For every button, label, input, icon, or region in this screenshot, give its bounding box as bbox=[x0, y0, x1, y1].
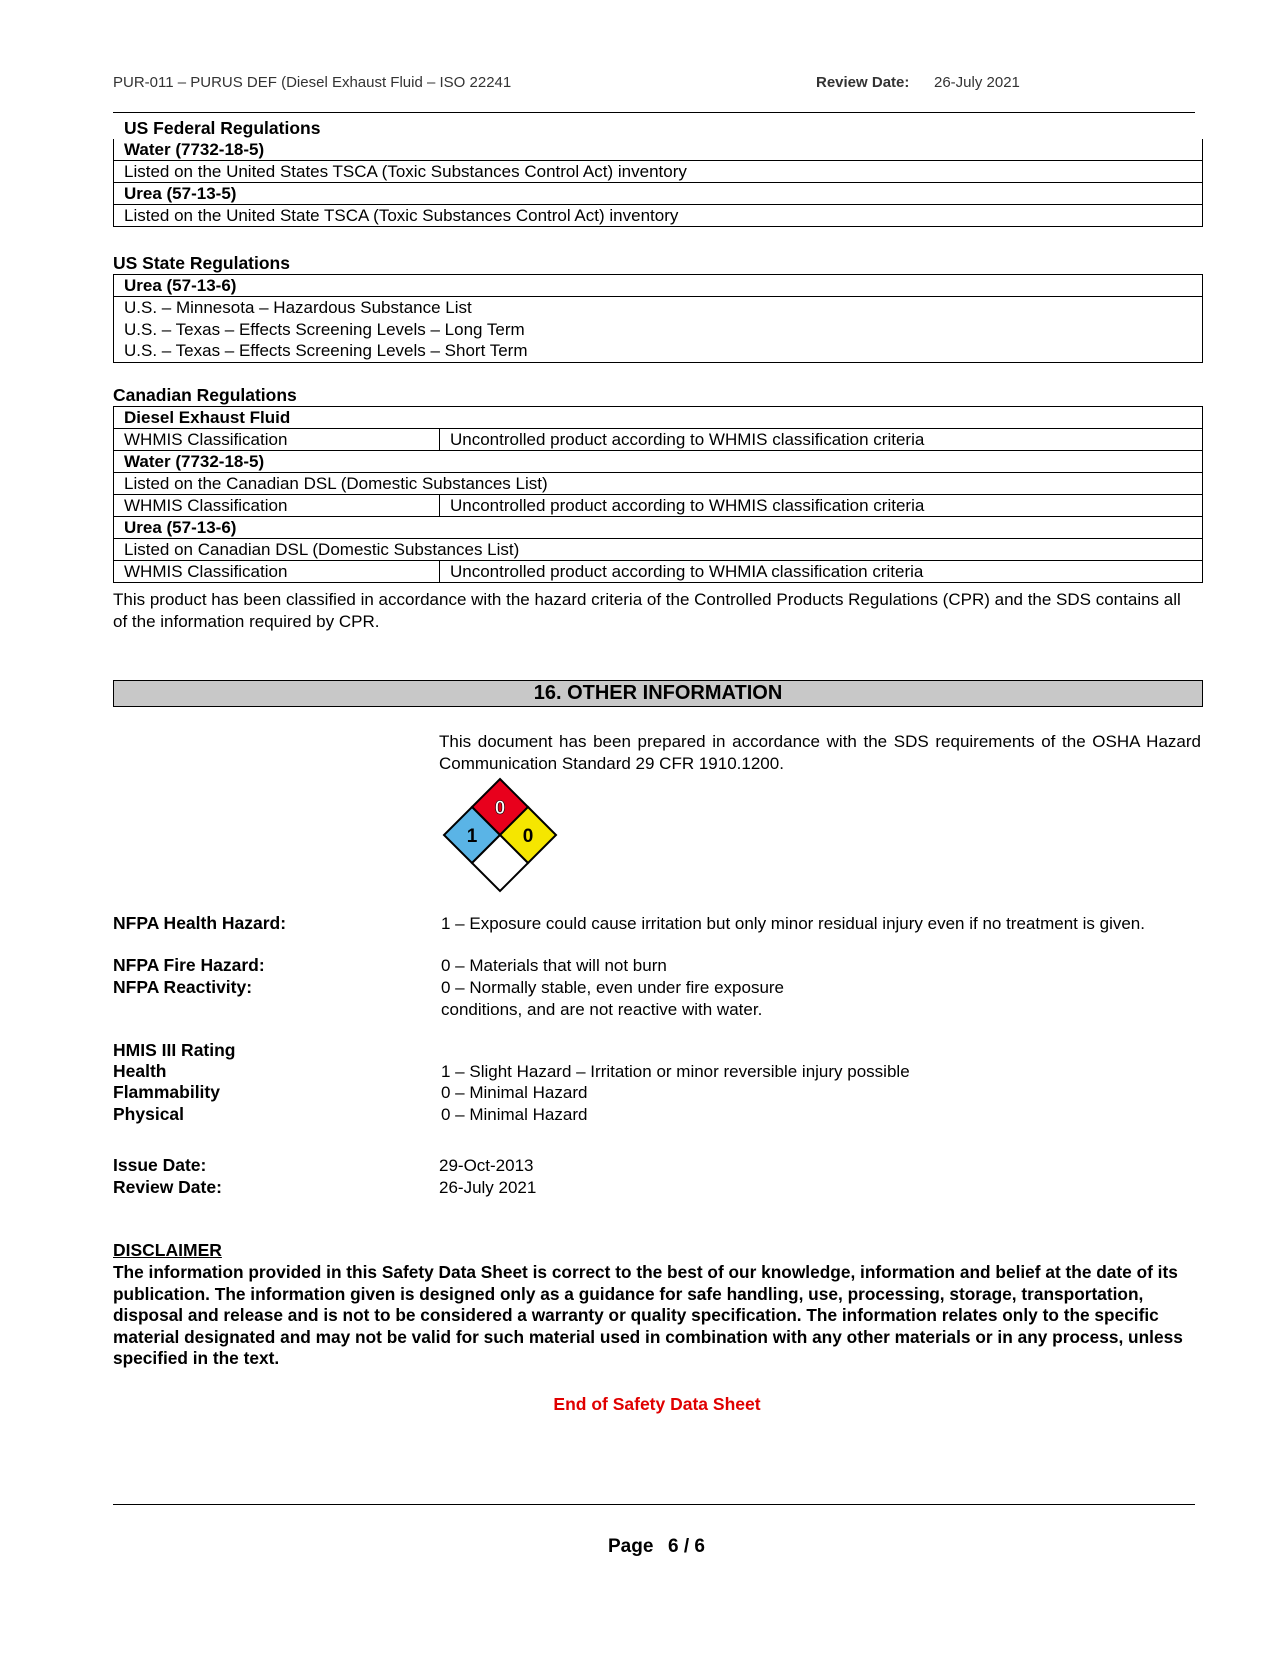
us-state-substance: Urea (57-13-6) bbox=[114, 275, 1203, 297]
hmis-title: HMIS III Rating bbox=[113, 1040, 236, 1060]
issue-date-value: 29-Oct-2013 bbox=[439, 1156, 534, 1175]
us-federal-listing: Listed on the United State TSCA (Toxic Substances Control Act) inventory bbox=[114, 205, 1203, 227]
table-row bbox=[114, 473, 1203, 495]
disclaimer-title: DISCLAIMER bbox=[113, 1240, 222, 1260]
hmis-health-label: Health bbox=[113, 1061, 167, 1081]
header-review-label: Review Date: bbox=[816, 74, 910, 91]
us-federal-substance: Water (7732-18-5) bbox=[114, 139, 1203, 161]
table-row bbox=[114, 539, 1203, 561]
whmis-label: WHMIS Classification bbox=[114, 561, 440, 583]
hmis-flammability-value: 0 – Minimal Hazard bbox=[441, 1083, 588, 1102]
nfpa-health-rating: 1 bbox=[466, 826, 478, 847]
canadian-listing: Listed on Canadian DSL (Domestic Substances List) bbox=[114, 539, 1203, 561]
us-state-table bbox=[113, 274, 1203, 363]
us-state-list bbox=[114, 297, 1203, 363]
end-of-sheet: End of Safety Data Sheet bbox=[553, 1394, 761, 1414]
table-row bbox=[114, 429, 1203, 451]
hmis-flammability-label: Flammability bbox=[113, 1082, 220, 1102]
canadian-substance: Water (7732-18-5) bbox=[114, 451, 1203, 473]
table-row bbox=[114, 275, 1203, 297]
whmis-value: Uncontrolled product according to WHMIS classification criteria bbox=[440, 495, 1203, 517]
nfpa-reactivity-label: NFPA Reactivity: bbox=[113, 977, 253, 997]
nfpa-diamond bbox=[438, 775, 562, 899]
table-row bbox=[114, 139, 1203, 161]
canadian-title: Canadian Regulations bbox=[113, 385, 297, 405]
hmis-physical-value: 0 – Minimal Hazard bbox=[441, 1105, 588, 1124]
hmis-physical-label: Physical bbox=[113, 1104, 185, 1124]
us-federal-listing: Listed on the United States TSCA (Toxic Substances Control Act) inventory bbox=[114, 161, 1203, 183]
whmis-value: Uncontrolled product according to WHMIA classification criteria bbox=[440, 561, 1203, 583]
cpr-note: This product has been classified in accordance with the hazard criteria of the Controlled Products Regulations (CPR) and the SDS contains all of the information required by CPR. bbox=[113, 590, 1181, 631]
canadian-listing: Listed on the Canadian DSL (Domestic Substances List) bbox=[114, 473, 1203, 495]
header-rule bbox=[113, 112, 1195, 113]
table-row bbox=[114, 451, 1203, 473]
nfpa-fire-label: NFPA Fire Hazard: bbox=[113, 955, 265, 975]
disclaimer-text: The information provided in this Safety Data Sheet is correct to the best of our knowledge, information and belief at the date of its publication. The information given is designed only as a guidance for safe handling, use, processing, storage, transportation, disposal and release and is not to be considered a warranty or quality specification. The information relates only to the specific material designated and may not be valid for such material used in combination with any other materials or in any process, unless specified in the text. bbox=[113, 1262, 1183, 1368]
table-row bbox=[114, 495, 1203, 517]
us-federal-table bbox=[113, 139, 1203, 227]
review-date-label: Review Date: bbox=[113, 1177, 222, 1197]
nfpa-health-value: 1 – Exposure could cause irritation but only minor residual injury even if no treatment is given. bbox=[441, 914, 1145, 933]
us-federal-substance: Urea (57-13-5) bbox=[114, 183, 1203, 205]
table-row bbox=[114, 183, 1203, 205]
canadian-table bbox=[113, 406, 1203, 583]
hmis-health-value: 1 – Slight Hazard – Irritation or minor reversible injury possible bbox=[441, 1062, 910, 1081]
nfpa-reactivity-value: 0 – Normally stable, even under fire exposure conditions, and are not reactive with water. bbox=[441, 978, 785, 1019]
nfpa-fire-rating: 0 bbox=[494, 798, 506, 819]
page-number: 6 / 6 bbox=[668, 1536, 705, 1557]
section-16-heading: 16. OTHER INFORMATION bbox=[113, 680, 1203, 707]
canadian-product: Diesel Exhaust Fluid bbox=[114, 407, 1203, 429]
issue-date-label: Issue Date: bbox=[113, 1155, 207, 1175]
whmis-label: WHMIS Classification bbox=[114, 429, 440, 451]
table-row bbox=[114, 407, 1203, 429]
table-row bbox=[114, 561, 1203, 583]
footer-rule bbox=[113, 1504, 1195, 1505]
list-item: U.S. – Minnesota – Hazardous Substance List bbox=[124, 298, 472, 317]
whmis-label: WHMIS Classification bbox=[114, 495, 440, 517]
whmis-value: Uncontrolled product according to WHMIS classification criteria bbox=[440, 429, 1203, 451]
osha-statement: This document has been prepared in accordance with the SDS requirements of the OSHA Hazard Communication Standard 29 CFR 1910.1200. bbox=[439, 732, 1201, 773]
nfpa-health-label: NFPA Health Hazard: bbox=[113, 913, 287, 933]
us-federal-title: US Federal Regulations bbox=[124, 118, 321, 138]
table-row bbox=[114, 205, 1203, 227]
list-item: U.S. – Texas – Effects Screening Levels – Long Term bbox=[124, 319, 525, 339]
us-state-title: US State Regulations bbox=[113, 253, 290, 273]
table-row bbox=[114, 517, 1203, 539]
header-review-date: 26-July 2021 bbox=[934, 74, 1020, 91]
list-item: U.S. – Texas – Effects Screening Levels – Short Term bbox=[124, 341, 528, 360]
table-row bbox=[114, 297, 1203, 363]
nfpa-fire-value: 0 – Materials that will not burn bbox=[441, 956, 667, 975]
review-date-value: 26-July 2021 bbox=[439, 1178, 537, 1197]
table-row bbox=[114, 161, 1203, 183]
page-label: Page bbox=[608, 1536, 654, 1557]
nfpa-reactivity-rating: 0 bbox=[522, 826, 534, 847]
document-title: PUR-011 – PURUS DEF (Diesel Exhaust Fluid – ISO 22241 bbox=[113, 74, 512, 91]
canadian-substance: Urea (57-13-6) bbox=[114, 517, 1203, 539]
